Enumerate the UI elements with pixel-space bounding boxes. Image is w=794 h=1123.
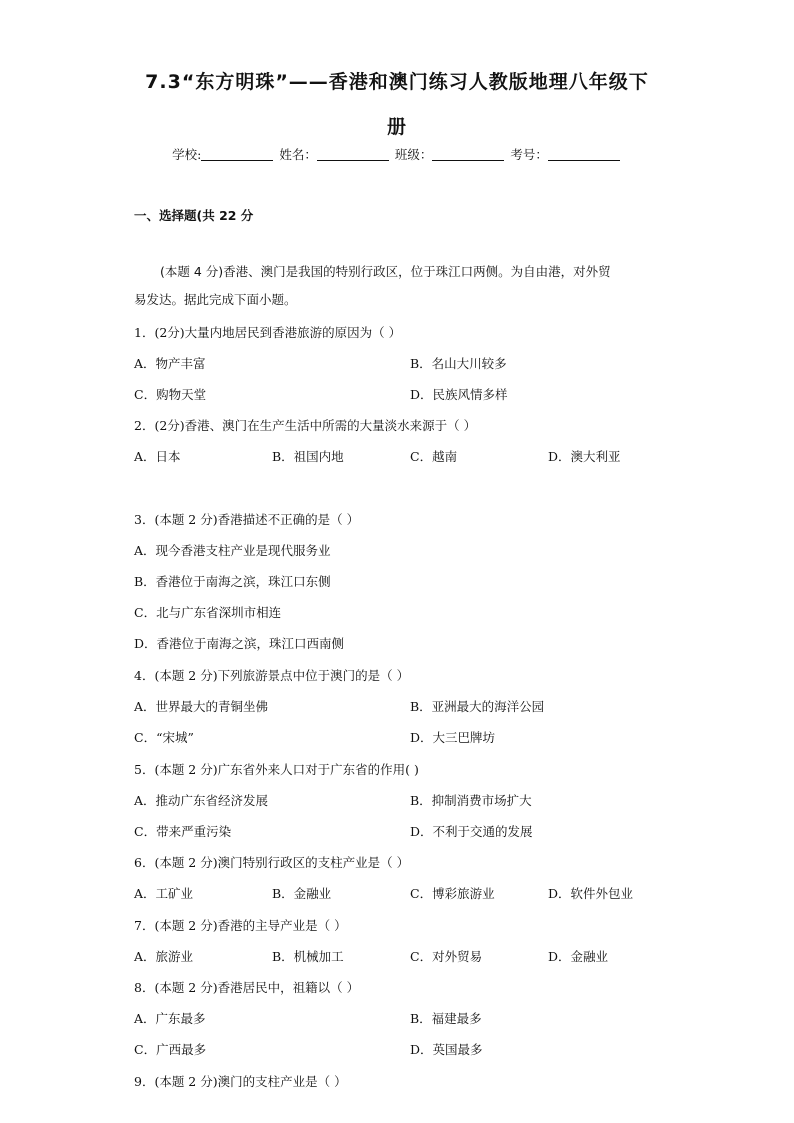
question-4-option-d[interactable]: D．大三巴牌坊 [410, 730, 496, 745]
question-5-option-b[interactable]: B．抑制消费市场扩大 [410, 793, 532, 808]
question-5-stem: 5．(本题 2 分)广东省外来人口对于广东省的作用( ) [134, 762, 419, 777]
question-7-option-d[interactable]: D．金融业 [548, 949, 609, 964]
question-1-option-d[interactable]: D．民族风情多样 [410, 387, 508, 402]
question-6-option-a[interactable]: A．工矿业 [134, 886, 194, 901]
document-title-continued: 册 [386, 116, 407, 138]
question-5-option-c[interactable]: C．带来严重污染 [134, 824, 232, 839]
question-5-option-d[interactable]: D．不利于交通的发展 [410, 824, 533, 839]
class-blank [432, 147, 504, 161]
name-blank [317, 147, 389, 161]
question-7-stem: 7．(本题 2 分)香港的主导产业是（ ） [134, 918, 347, 933]
question-8-option-a[interactable]: A．广东最多 [134, 1011, 206, 1026]
school-blank [201, 147, 273, 161]
question-2-option-d[interactable]: D．澳大利亚 [548, 449, 621, 464]
question-4-stem: 4．(本题 2 分)下列旅游景点中位于澳门的是（ ） [134, 668, 410, 683]
question-4-option-c[interactable]: C．“宋城” [134, 730, 194, 745]
question-7-option-a[interactable]: A．旅游业 [134, 949, 194, 964]
school-label: 学校: [172, 147, 202, 162]
question-7-option-c[interactable]: C．对外贸易 [410, 949, 483, 964]
question-3-option-d[interactable]: D．香港位于南海之滨，珠江口西南侧 [134, 636, 345, 651]
question-1-stem: 1．(2分)大量内地居民到香港旅游的原因为（ ） [134, 325, 402, 340]
question-8-option-b[interactable]: B．福建最多 [410, 1011, 482, 1026]
id-blank [548, 147, 620, 161]
question-3-option-c[interactable]: C．北与广东省深圳市相连 [134, 605, 282, 620]
question-6-option-b[interactable]: B．金融业 [272, 886, 332, 901]
intro-line-2: 易发达。据此完成下面小题。 [134, 292, 297, 307]
question-3-option-b[interactable]: B．香港位于南海之滨，珠江口东侧 [134, 574, 331, 589]
question-6-stem: 6．(本题 2 分)澳门特别行政区的支柱产业是（ ） [134, 855, 410, 870]
name-label: 姓名： [279, 147, 317, 162]
question-8-option-c[interactable]: C．广西最多 [134, 1042, 207, 1057]
class-label: 班级： [394, 147, 433, 162]
question-4-option-b[interactable]: B．亚洲最大的海洋公园 [410, 699, 545, 714]
question-3-option-a[interactable]: A．现今香港支柱产业是现代服务业 [134, 543, 331, 558]
document-title: 7.3“东方明珠”——香港和澳门练习人教版地理八年级下 [145, 71, 649, 93]
question-8-stem: 8．(本题 2 分)香港居民中，祖籍以（ ） [134, 980, 360, 995]
question-2-option-a[interactable]: A．日本 [134, 449, 181, 464]
id-label: 考号： [510, 147, 548, 162]
question-5-option-a[interactable]: A．推动广东省经济发展 [134, 793, 269, 808]
question-1-option-a[interactable]: A．物产丰富 [134, 356, 206, 371]
intro-line-1: (本题 4 分)香港、澳门是我国的特别行政区，位于珠江口两侧。为自由港，对外贸 [160, 264, 611, 279]
question-8-option-d[interactable]: D．英国最多 [410, 1042, 483, 1057]
section-heading: 一、选择题(共 22 分 [134, 208, 254, 223]
question-9-stem: 9．(本题 2 分)澳门的支柱产业是（ ） [134, 1074, 347, 1089]
question-1-option-b[interactable]: B．名山大川较多 [410, 356, 507, 371]
question-1-option-c[interactable]: C．购物天堂 [134, 387, 207, 402]
question-7-option-b[interactable]: B．机械加工 [272, 949, 344, 964]
question-3-stem: 3．(本题 2 分)香港描述不正确的是（ ） [134, 512, 360, 527]
question-2-option-b[interactable]: B．祖国内地 [272, 449, 344, 464]
question-2-stem: 2．(2分)香港、澳门在生产生活中所需的大量淡水来源于（ ） [134, 418, 477, 433]
question-4-option-a[interactable]: A．世界最大的青铜坐佛 [134, 699, 269, 714]
question-6-option-c[interactable]: C．博彩旅游业 [410, 886, 495, 901]
question-2-option-c[interactable]: C．越南 [410, 449, 458, 464]
student-info-line [0, 145, 794, 163]
question-6-option-d[interactable]: D．软件外包业 [548, 886, 634, 901]
